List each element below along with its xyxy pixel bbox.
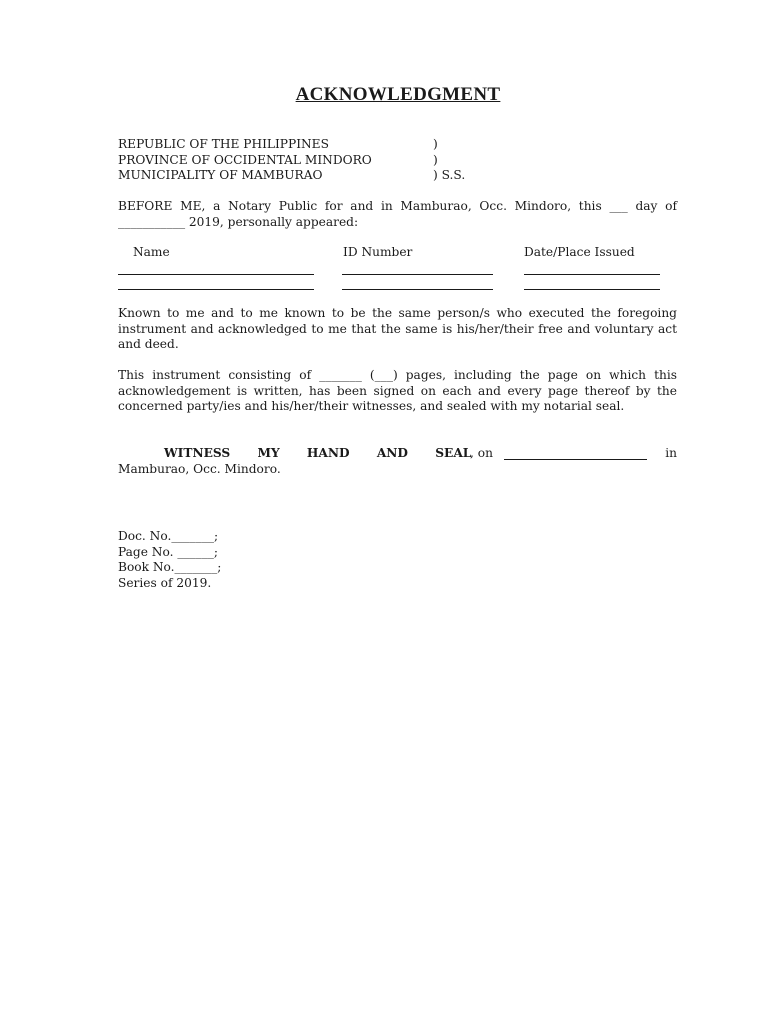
instrument-paragraph: This instrument consisting of _______ (___) pages, including the page on which this acknowledgement is written, has been signed on each and every page thereof by the concerned party/ies and his/her/their witnesses, and sealed with my notarial seal. [118, 368, 677, 413]
table-header-id-number: ID Number [343, 245, 413, 259]
venue-line-republic [118, 137, 438, 153]
date-blank-line-1 [524, 274, 660, 275]
venue-municipality-bracket: ) S.S. [433, 168, 466, 182]
table-header-date-place: Date/Place Issued [524, 245, 635, 259]
document-title: ACKNOWLEDGMENT [295, 84, 501, 105]
venue-municipality-text: MUNICIPALITY OF MAMBURAO [118, 168, 323, 182]
witness-on-text: , on [470, 446, 493, 460]
venue-republic-text: REPUBLIC OF THE PHILIPPINES [118, 137, 329, 151]
witness-in-text: in [665, 446, 677, 460]
venue-republic-bracket: ) [433, 137, 438, 151]
page-no-line: Page No. ______; [118, 544, 219, 559]
venue-line-municipality [118, 168, 466, 184]
venue-line-province [118, 152, 438, 169]
venue-block [118, 137, 466, 184]
witness-bold-text: WITNESS MY HAND AND SEAL [164, 446, 472, 460]
id-blank-line-2 [342, 289, 493, 290]
venue-province-bracket: ) [433, 152, 438, 167]
known-to-me-paragraph: Known to me and to me known to be the same person/s who executed the foregoing instrument and acknowledged to me that the same is his/her/their free and voluntary act and deed. [118, 306, 677, 351]
doc-no-line: Doc. No._______; [118, 529, 219, 543]
name-blank-line-1 [118, 274, 314, 275]
notarial-records [118, 529, 221, 591]
id-blank-line-1 [342, 274, 493, 275]
series-line: Series of 2019. [118, 575, 212, 590]
witness-place-text: Mamburao, Occ. Mindoro. [118, 462, 281, 476]
name-blank-line-2 [118, 289, 314, 290]
date-blank-line-2 [524, 289, 660, 290]
venue-province-text: PROVINCE OF OCCIDENTAL MINDORO [118, 152, 372, 167]
book-no-line: Book No._______; [118, 560, 222, 574]
witness-date-blank [504, 459, 647, 460]
table-header-name: Name [133, 245, 170, 259]
before-me-paragraph: BEFORE ME, a Notary Public for and in Mamburao, Occ. Mindoro, this ___ day of ___________ 2019, personally appeared: [118, 199, 677, 229]
